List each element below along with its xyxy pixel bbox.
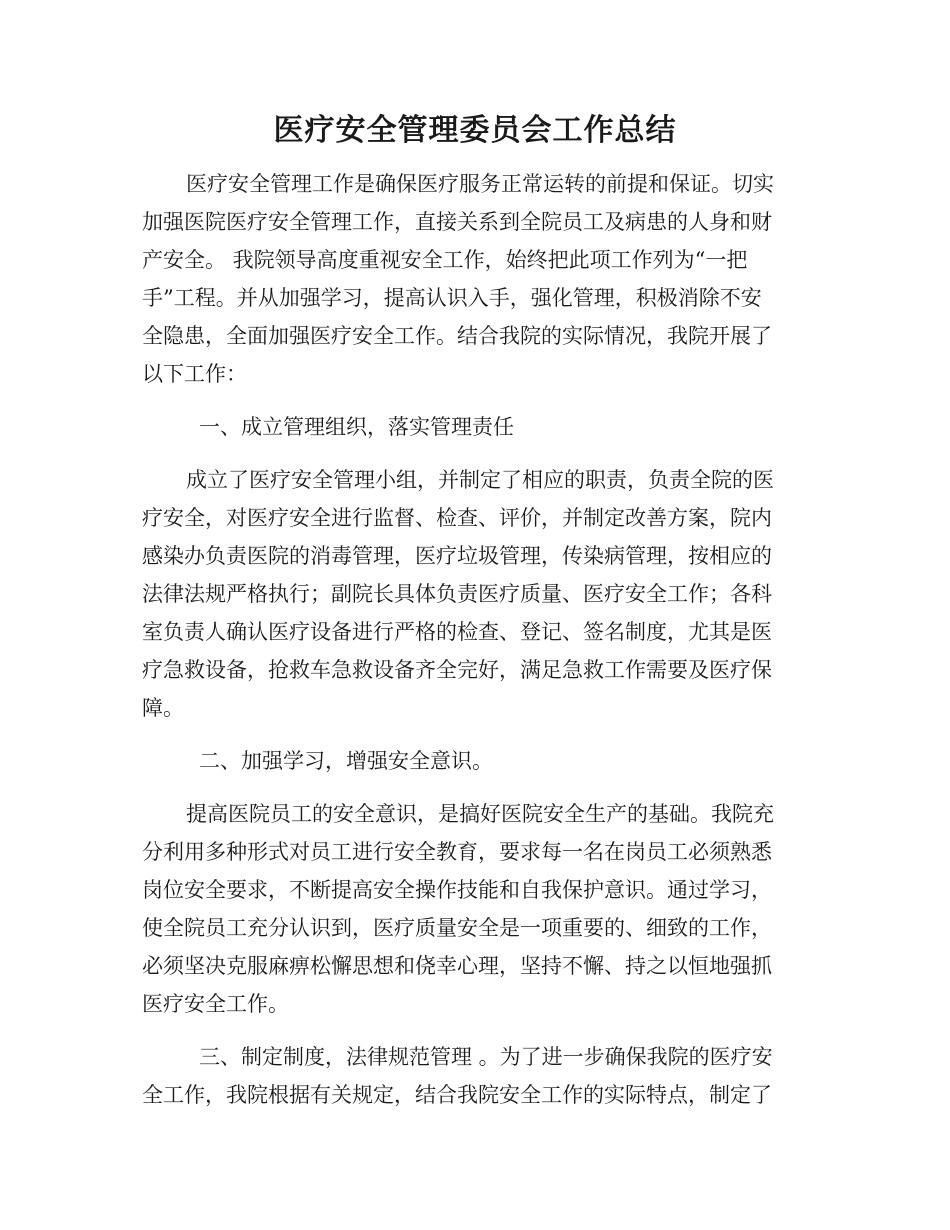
paragraph-line: 成立了医疗安全管理小组，并制定了相应的职责，负责全院的医	[186, 468, 774, 492]
section-3-paragraph	[142, 1038, 807, 1114]
paragraph-line: 疗急救设备，抢救车急救设备齐全完好，满足急救工作需要及医疗保	[142, 658, 772, 682]
paragraph-line: 医疗安全工作。	[142, 992, 289, 1016]
section-heading-2: 二、加强学习，增强安全意识。	[199, 749, 493, 773]
paragraph-line: 分利用多种形式对员工进行安全教育，要求每一名在岗员工必须熟悉	[142, 840, 772, 864]
section-2-paragraph	[142, 795, 807, 1023]
paragraph-line: 必须坚决克服麻痹松懈思想和侥幸心理，坚持不懈、持之以恒地强抓	[142, 954, 772, 978]
paragraph-line: 加强医院医疗安全管理工作，直接关系到全院员工及病患的人身和财	[142, 210, 772, 234]
paragraph-line: 全隐患，全面加强医疗安全工作。结合我院的实际情况，我院开展了	[142, 324, 772, 348]
document-title: 医疗安全管理委员会工作总结	[273, 113, 677, 148]
paragraph-line: 医疗安全管理工作是确保医疗服务正常运转的前提和保证。切实	[186, 172, 774, 196]
paragraph-line: 室负责人确认医疗设备进行严格的检查、登记、签名制度，尤其是医	[142, 620, 772, 644]
paragraph-line: 法律法规严格执行；副院长具体负责医疗质量、医疗安全工作；各科	[142, 582, 772, 606]
paragraph-line: 全工作，我院根据有关规定，结合我院安全工作的实际特点，制定了	[142, 1083, 772, 1107]
paragraph-line: 手”工程。并从加强学习，提高认识入手，强化管理，积极消除不安	[142, 286, 762, 310]
paragraph-line: 以下工作：	[142, 362, 247, 386]
paragraph-line: 使全院员工充分认识到，医疗质量安全是一项重要的、细致的工作，	[142, 916, 772, 940]
section-heading-1: 一、成立管理组织，落实管理责任	[199, 415, 514, 439]
section-1-paragraph	[142, 461, 807, 727]
intro-paragraph	[142, 165, 807, 393]
document-body	[142, 165, 807, 1114]
paragraph-line: 三、制定制度，法律规范管理 。为了进一步确保我院的医疗安	[199, 1045, 773, 1069]
paragraph-line: 提高医院员工的安全意识，是搞好医院安全生产的基础。我院充	[186, 802, 774, 826]
paragraph-line: 障。	[142, 696, 184, 720]
paragraph-line: 疗安全，对医疗安全进行监督、检查、评价，并制定改善方案，院内	[142, 506, 772, 530]
paragraph-line: 产安全。 我院领导高度重视安全工作，始终把此项工作列为“一把	[142, 248, 748, 272]
paragraph-line: 岗位安全要求，不断提高安全操作技能和自我保护意识。通过学习，	[142, 878, 772, 902]
paragraph-line: 感染办负责医院的消毒管理，医疗垃圾管理，传染病管理，按相应的	[142, 544, 772, 568]
